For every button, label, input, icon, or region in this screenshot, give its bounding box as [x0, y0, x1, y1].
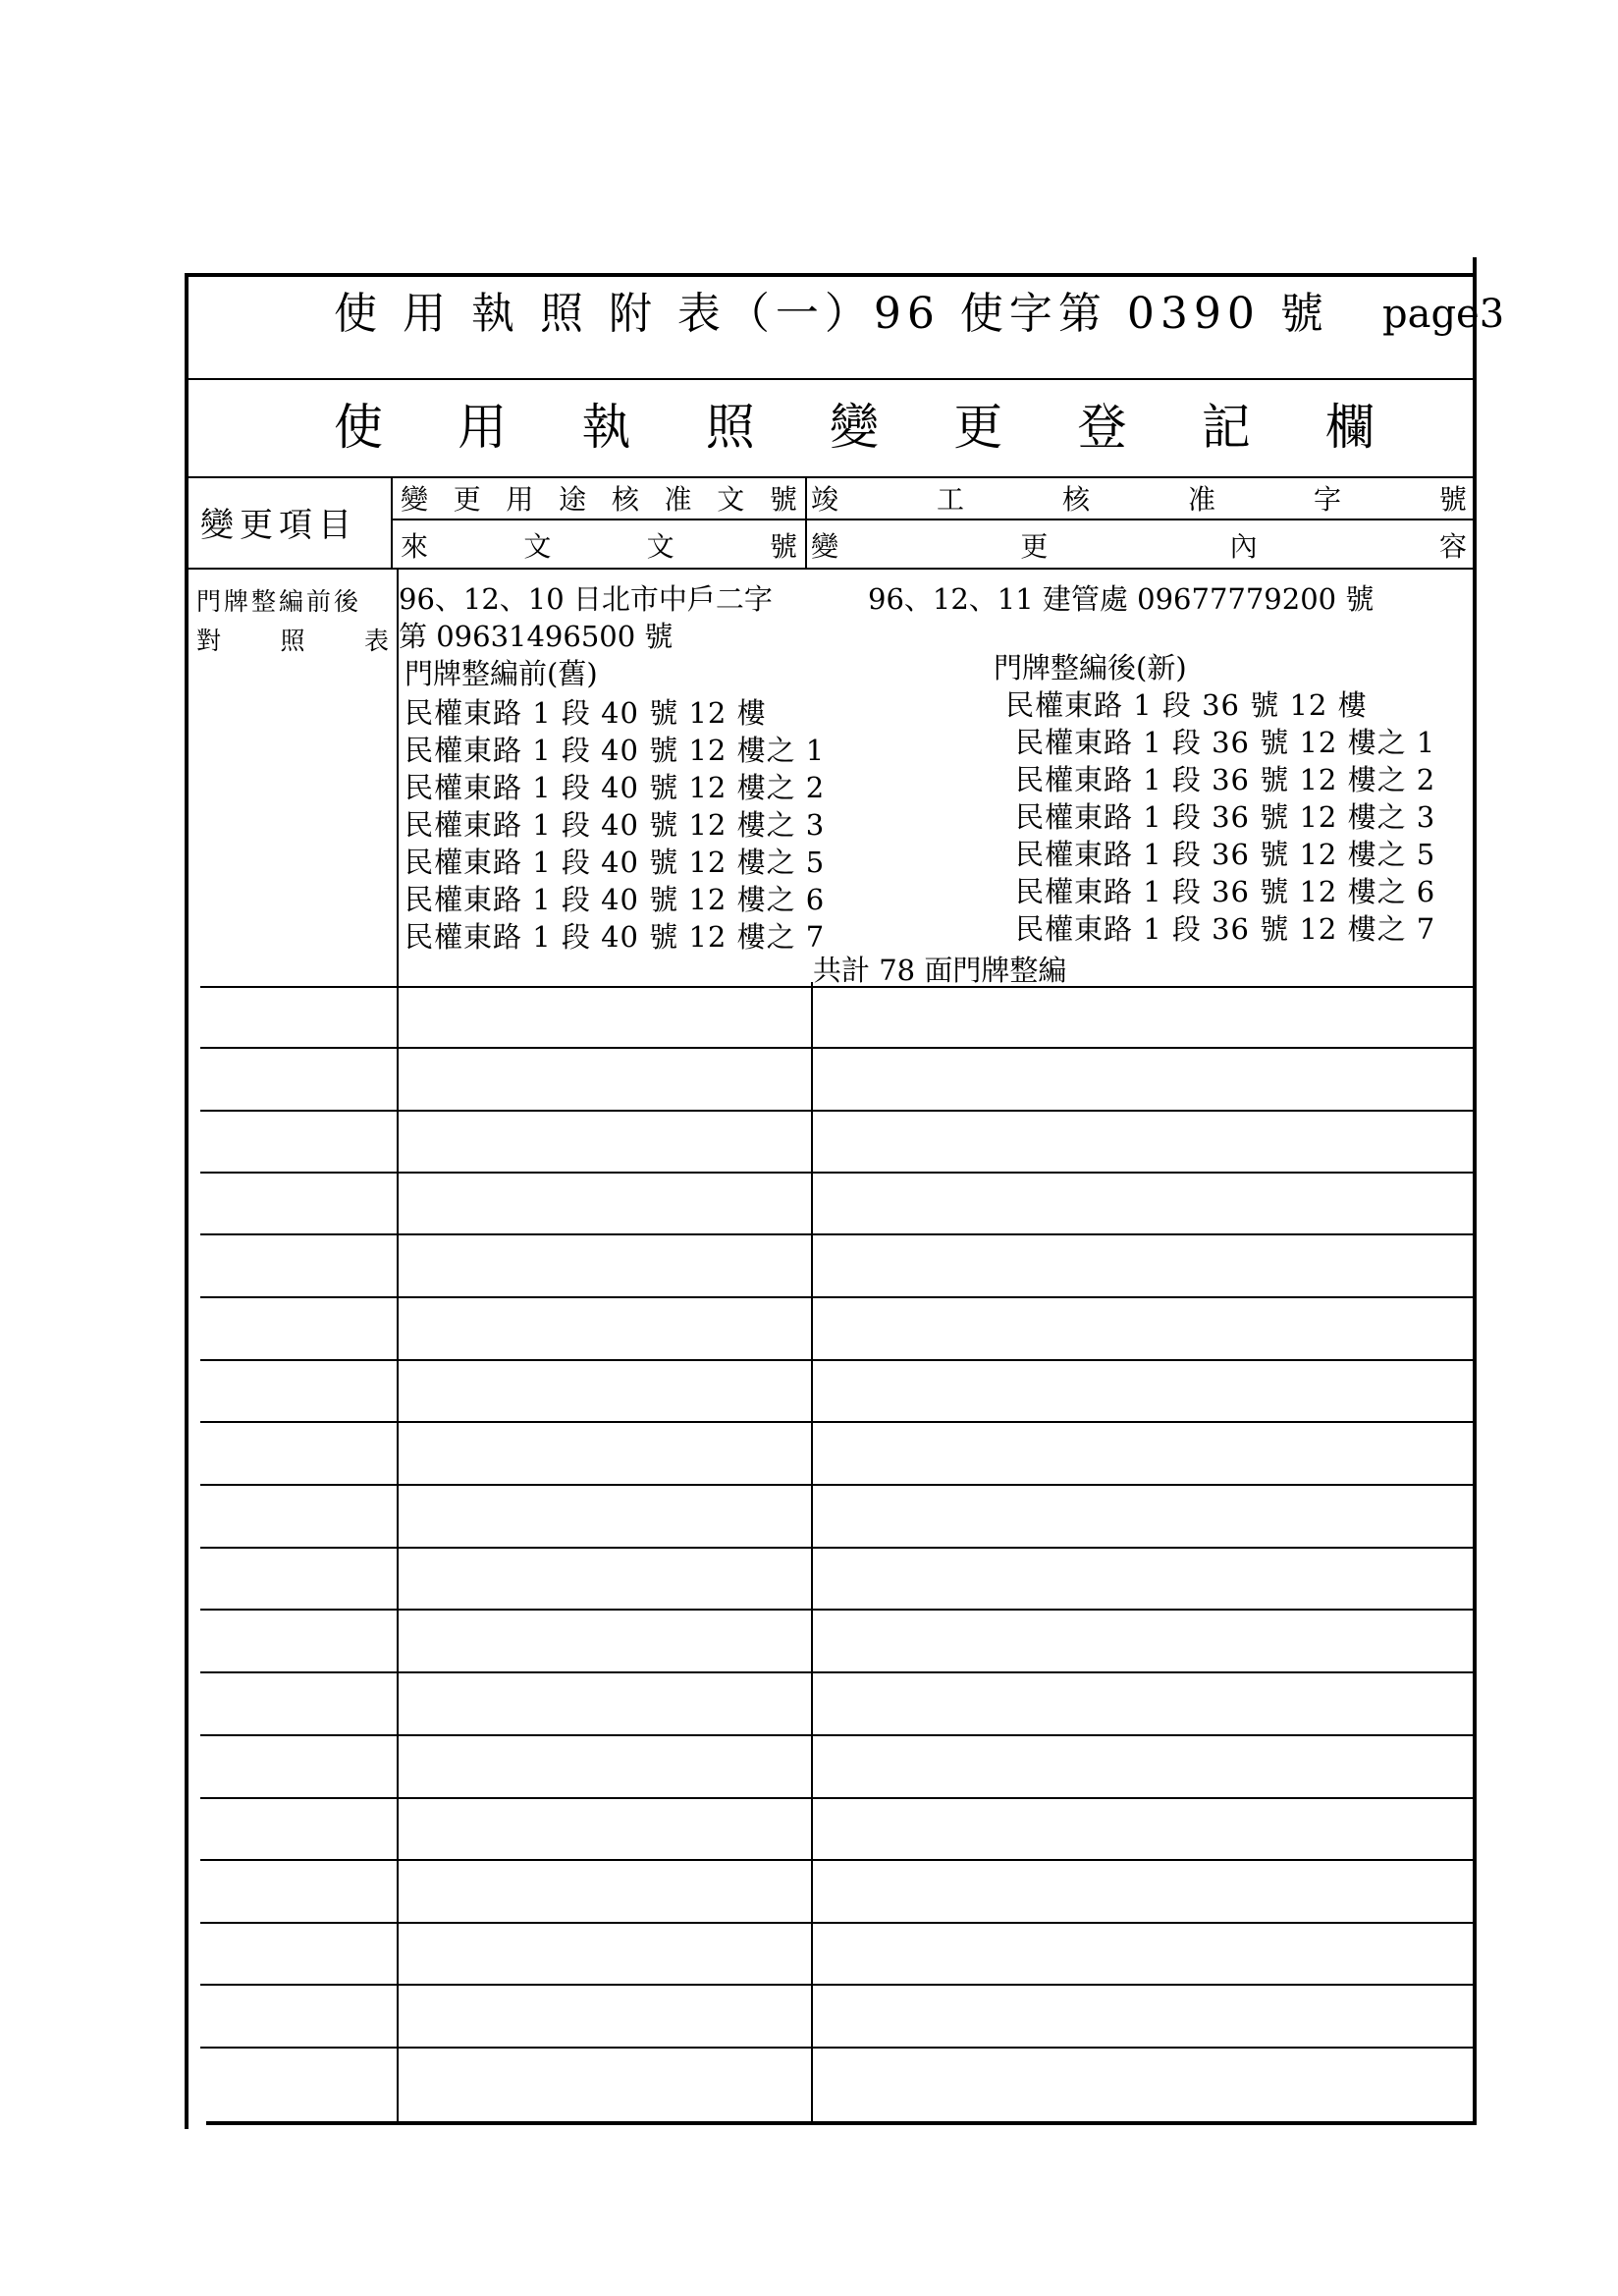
- ruled-line: [200, 1296, 1473, 1298]
- incoming-doc-no-header: [401, 532, 797, 562]
- header-char: 號: [1438, 483, 1467, 516]
- after-label: 門牌整編後(新): [994, 651, 1187, 684]
- header-char: 核: [611, 483, 639, 516]
- after-address: 民權東路 1 段 36 號 12 樓之 7: [1015, 912, 1436, 946]
- ruled-line: [200, 986, 1473, 988]
- incoming-doc-line1: 96、12、10 日北市中戶二字: [399, 582, 773, 616]
- ruled-line: [200, 1797, 1473, 1799]
- section-title-char: 記: [1201, 399, 1251, 456]
- section-title-char: 登: [1077, 399, 1127, 456]
- header-char: 文: [717, 483, 745, 516]
- ruled-line: [200, 2047, 1473, 2049]
- after-address: 民權東路 1 段 36 號 12 樓之 5: [1015, 838, 1436, 871]
- ruled-line: [200, 1922, 1473, 1924]
- change-content-header: [811, 532, 1467, 562]
- ruled-line: [200, 1110, 1473, 1112]
- frame-bottom-border: [206, 2121, 1477, 2125]
- before-address: 民權東路 1 段 40 號 12 樓之 5: [404, 846, 826, 879]
- ruled-line: [200, 1172, 1473, 1174]
- header-char: 來: [401, 530, 429, 563]
- header-char: 更: [453, 483, 481, 516]
- header-char: 途: [559, 483, 587, 516]
- header-char: 更: [1020, 530, 1049, 563]
- section-title-char: 執: [581, 399, 631, 456]
- frame-right-border: [1473, 257, 1477, 2125]
- completion-doc-no: 96、12、11 建管處 09677779200 號: [868, 582, 1375, 616]
- header-row-divider: [391, 519, 1475, 520]
- approval-doc-no-header: [401, 485, 797, 515]
- before-address: 民權東路 1 段 40 號 12 樓之 2: [404, 771, 826, 804]
- ruled-line: [200, 1484, 1473, 1486]
- ruled-line: [200, 1233, 1473, 1235]
- change-item-name-line2: [196, 629, 389, 653]
- header-char: 文: [523, 530, 552, 563]
- header-char: 內: [1229, 530, 1258, 563]
- header-char: 變: [811, 530, 839, 563]
- ruled-line: [200, 1547, 1473, 1549]
- ruled-line: [200, 1671, 1473, 1673]
- content-col-divider: [811, 982, 813, 2121]
- after-address: 民權東路 1 段 36 號 12 樓: [1005, 688, 1368, 722]
- header-char: 字: [1313, 483, 1341, 516]
- completion-no-header: [811, 485, 1467, 515]
- entry-col-divider: [397, 568, 399, 2121]
- section-title-char: 用: [458, 399, 508, 456]
- section-title-char: 照: [705, 399, 755, 456]
- section-title-char: 使: [334, 399, 383, 456]
- before-address: 民權東路 1 段 40 號 12 樓之 7: [404, 920, 826, 954]
- header-char: 用: [506, 483, 534, 516]
- section-title-char: 欄: [1325, 399, 1375, 456]
- before-address: 民權東路 1 段 40 號 12 樓之 3: [404, 808, 826, 842]
- section-title: [334, 393, 1375, 462]
- header-col-divider-1: [391, 476, 393, 568]
- ruled-line: [200, 1984, 1473, 1986]
- header-char: 文: [646, 530, 674, 563]
- item-char: 照: [280, 627, 305, 655]
- header-char: 准: [664, 483, 692, 516]
- item-char: 對: [196, 627, 222, 655]
- before-label: 門牌整編前(舊): [404, 657, 598, 690]
- change-item-header: 變更項目: [200, 506, 357, 545]
- page-number-tag: page3: [1382, 292, 1505, 337]
- after-address: 民權東路 1 段 36 號 12 樓之 1: [1015, 726, 1436, 759]
- header-col-divider-2: [805, 476, 807, 568]
- ruled-line: [200, 1359, 1473, 1361]
- ruled-line: [200, 1047, 1473, 1049]
- header-char: 容: [1438, 530, 1467, 563]
- ruled-line: [200, 1859, 1473, 1861]
- frame-left-border: [185, 273, 189, 2129]
- page-title: 使 用 執 照 附 表（一）96 使字第 0390 號: [334, 289, 1329, 339]
- subtitle-divider: [187, 476, 1475, 478]
- incoming-doc-line2: 第 09631496500 號: [399, 620, 674, 653]
- title-divider: [187, 378, 1475, 380]
- ruled-line: [200, 1421, 1473, 1423]
- section-title-char: 變: [830, 399, 879, 456]
- header-char: 變: [401, 483, 429, 516]
- after-address: 民權東路 1 段 36 號 12 樓之 6: [1015, 875, 1436, 908]
- header-char: 號: [769, 530, 797, 563]
- header-char: 工: [936, 483, 964, 516]
- ruled-line: [200, 1609, 1473, 1611]
- ruled-line: [200, 1734, 1473, 1736]
- before-address: 民權東路 1 段 40 號 12 樓之 6: [404, 883, 826, 916]
- header-char: 核: [1061, 483, 1090, 516]
- total-count: 共計 78 面門牌整編: [813, 954, 1067, 987]
- after-address: 民權東路 1 段 36 號 12 樓之 3: [1015, 800, 1436, 834]
- frame-top-border: [185, 273, 1475, 277]
- change-item-name: 門牌整編前後: [196, 587, 362, 616]
- header-char: 准: [1187, 483, 1215, 516]
- after-address: 民權東路 1 段 36 號 12 樓之 2: [1015, 763, 1436, 796]
- before-address: 民權東路 1 段 40 號 12 樓: [404, 696, 767, 730]
- header-bottom-divider: [187, 568, 1475, 570]
- header-char: 號: [769, 483, 797, 516]
- item-char: 表: [363, 627, 389, 655]
- header-char: 竣: [811, 483, 839, 516]
- before-address: 民權東路 1 段 40 號 12 樓之 1: [404, 734, 826, 767]
- section-title-char: 更: [953, 399, 1003, 456]
